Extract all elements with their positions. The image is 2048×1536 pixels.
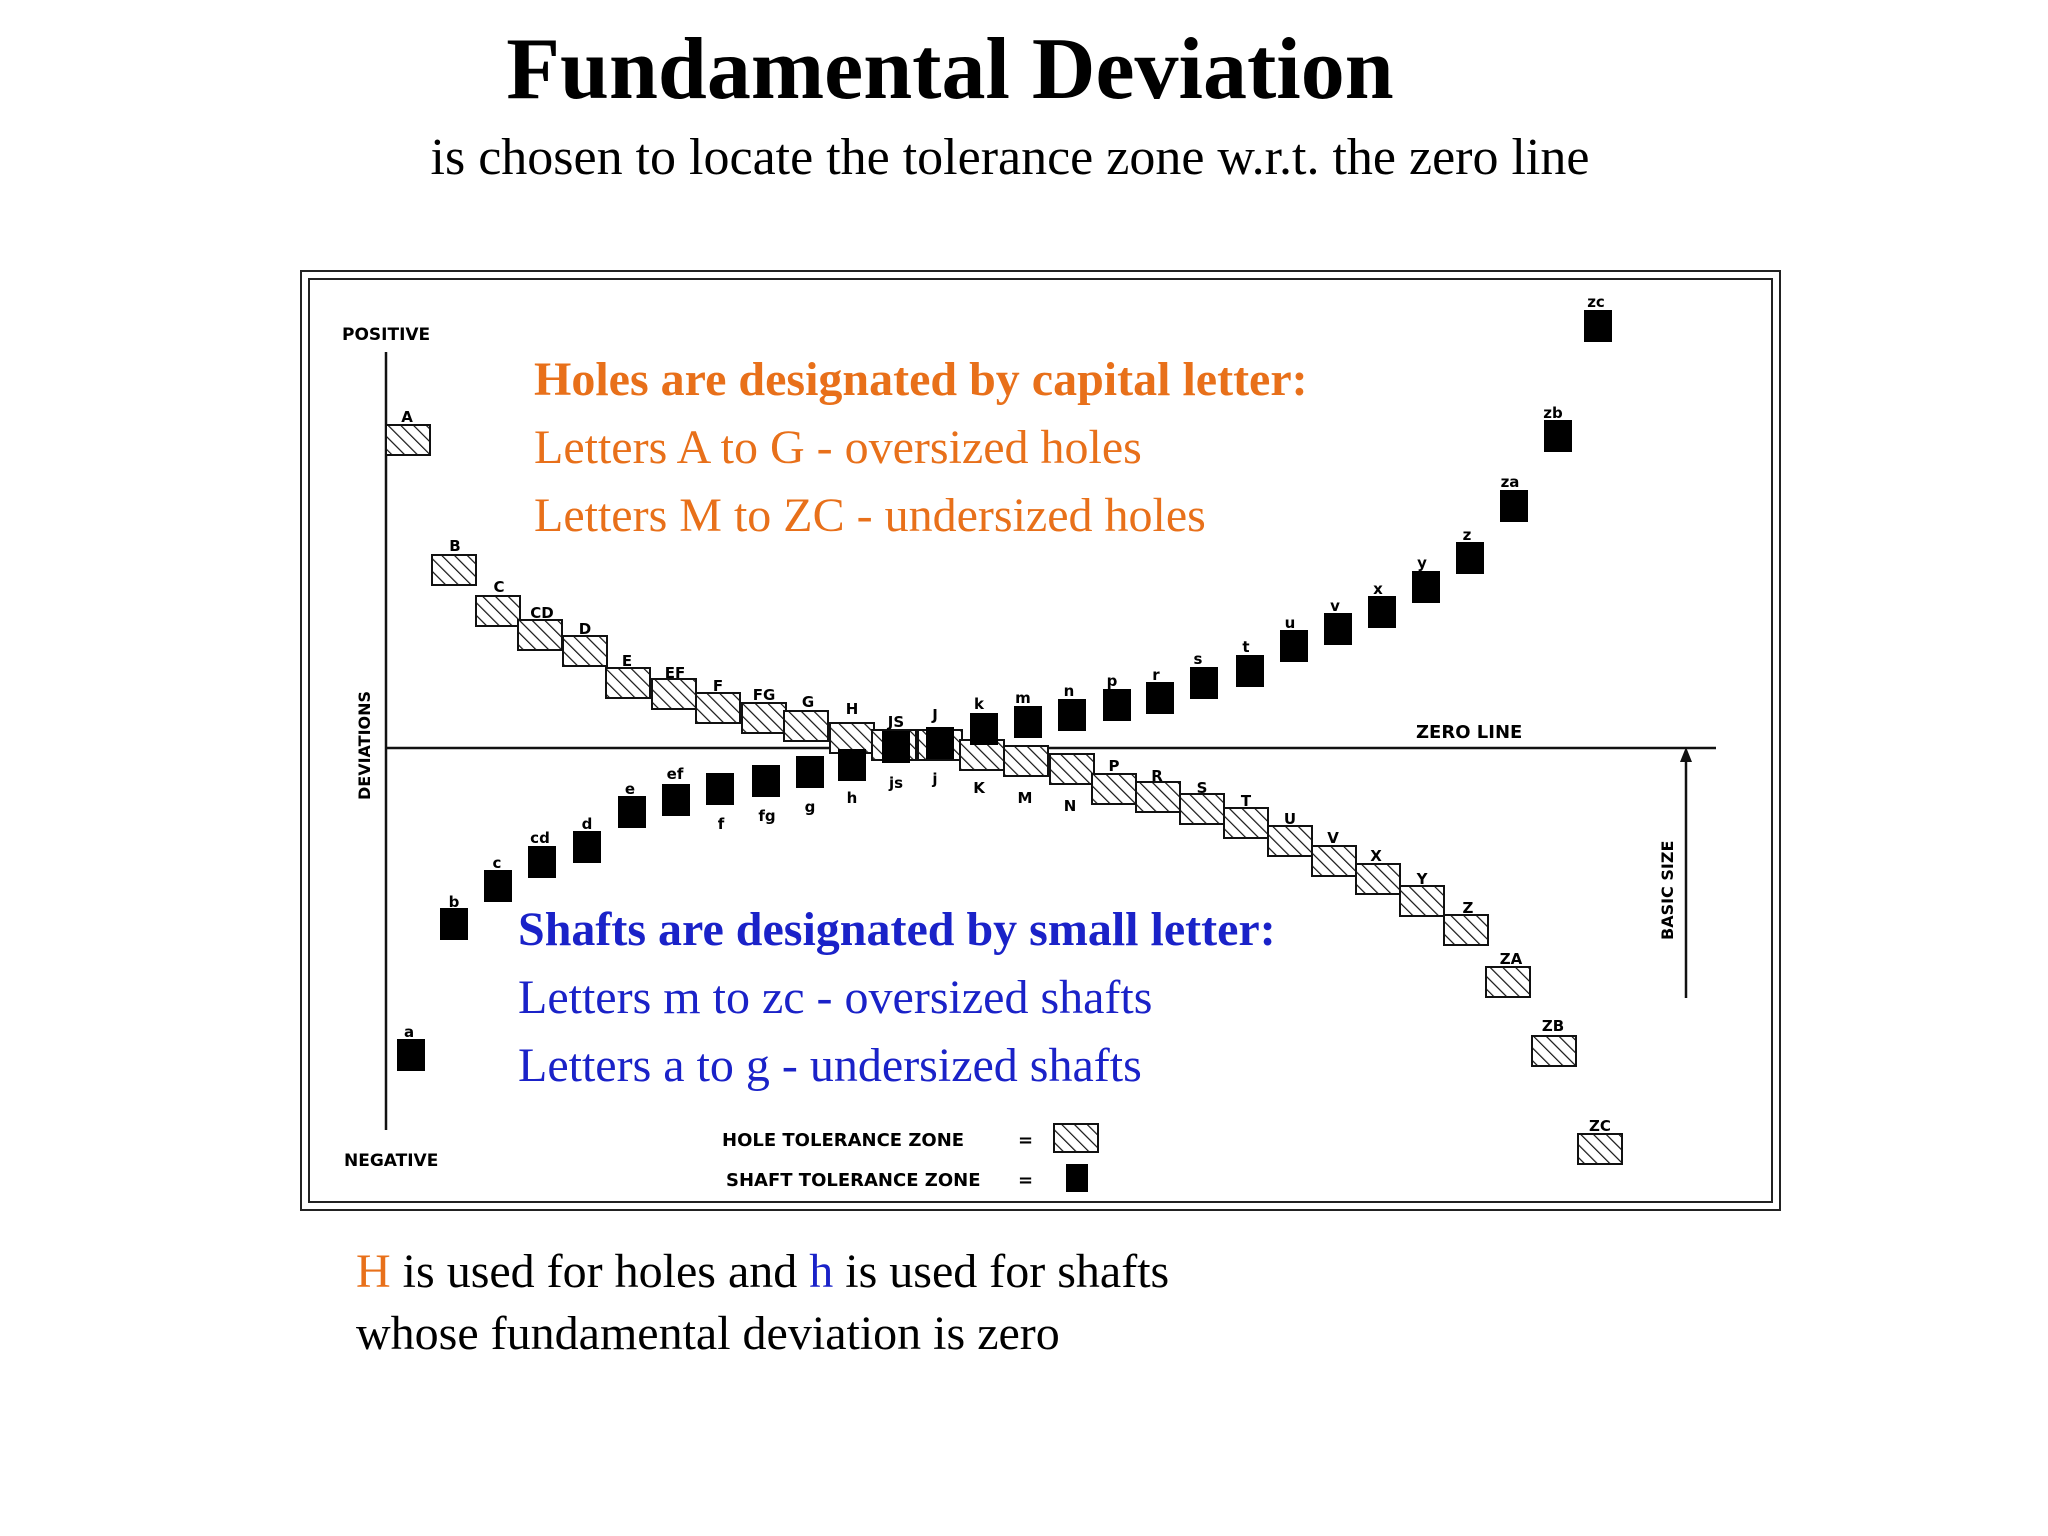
legend-hole-equals: =	[1018, 1130, 1034, 1151]
shaft-zone-fg	[752, 765, 780, 797]
footer-line1	[356, 1242, 1169, 1302]
page-subtitle: is chosen to locate the tolerance zone w.r.t. the zero line	[430, 129, 1590, 186]
shaft-zone-d	[573, 831, 601, 863]
hole-label-v: V	[1327, 829, 1339, 847]
hole-label-n: N	[1063, 797, 1077, 815]
hole-zone-e	[606, 668, 650, 698]
legend-hole-swatch	[1054, 1124, 1098, 1152]
hole-label-m: M	[1017, 789, 1033, 807]
hole-label-e: E	[621, 652, 633, 670]
shaft-zone-c	[484, 870, 512, 902]
deviations-label: DEVIATIONS	[355, 690, 374, 800]
hole-label-zc: ZC	[1589, 1117, 1611, 1135]
holes-note-line2: Letters M to ZC - undersized holes	[534, 489, 1206, 542]
shaft-zone-s	[1190, 667, 1218, 699]
shaft-zone-t	[1236, 655, 1264, 687]
shaft-label-zc: zc	[1587, 293, 1605, 311]
zero-line-label: ZERO LINE	[1416, 722, 1523, 743]
shaft-label-a: a	[403, 1023, 415, 1041]
footer-h-lower: h	[809, 1245, 834, 1298]
positive-label: POSITIVE	[342, 325, 431, 345]
shaft-zone-v	[1324, 613, 1352, 645]
hole-zone-a	[386, 425, 430, 455]
shaft-zone-h	[838, 749, 866, 781]
shaft-label-y: y	[1417, 554, 1427, 572]
shaft-label-f: f	[717, 815, 725, 833]
hole-zone-f	[696, 693, 740, 723]
shafts-note-heading: Shafts are designated by small letter:	[518, 903, 1276, 956]
hole-zone-zc	[1578, 1134, 1622, 1164]
shaft-zone-j	[926, 727, 954, 759]
shaft-zone-z	[1456, 542, 1484, 574]
hole-label-s: S	[1196, 779, 1208, 797]
shaft-label-zb: zb	[1543, 404, 1563, 422]
shaft-label-k: k	[974, 695, 984, 713]
shaft-label-fg: fg	[758, 807, 776, 825]
hole-zone-y	[1400, 886, 1444, 916]
hole-label-g: G	[801, 693, 815, 711]
shaft-zone-k	[970, 713, 998, 745]
shaft-zone-js	[882, 731, 910, 763]
hole-label-za: ZA	[1499, 950, 1523, 968]
shaft-label-t: t	[1242, 638, 1250, 656]
shaft-zone-p	[1103, 689, 1131, 721]
shaft-label-z: z	[1462, 526, 1472, 544]
hole-label-js: JS	[887, 713, 905, 731]
hole-label-k: K	[973, 779, 985, 797]
hole-label-c: C	[493, 578, 505, 596]
legend-shaft-swatch	[1066, 1164, 1088, 1192]
hole-label-z: Z	[1462, 899, 1474, 917]
shaft-zone-m	[1014, 706, 1042, 738]
hole-zone-s	[1180, 794, 1224, 824]
shafts-note-line1: Letters m to zc - oversized shafts	[518, 971, 1153, 1024]
shaft-label-g: g	[804, 798, 816, 816]
hole-label-f: F	[712, 677, 724, 695]
shaft-label-za: za	[1500, 473, 1520, 491]
shaft-label-d: d	[581, 815, 593, 833]
hole-label-y: Y	[1416, 870, 1428, 888]
hole-zone-fg	[742, 703, 786, 733]
hole-label-u: U	[1283, 810, 1297, 828]
hole-zone-m	[1004, 746, 1048, 776]
hole-label-h: H	[845, 700, 859, 718]
shaft-label-c: c	[492, 854, 502, 872]
hole-label-r: R	[1151, 767, 1163, 785]
shaft-zone-a	[397, 1039, 425, 1071]
shaft-zone-cd	[528, 846, 556, 878]
legend-hole-label: HOLE TOLERANCE ZONE	[722, 1130, 965, 1151]
shaft-zone-b	[440, 908, 468, 940]
shaft-label-v: v	[1330, 597, 1340, 615]
hole-zone-p	[1092, 774, 1136, 804]
shaft-zone-ef	[662, 784, 690, 816]
hole-zone-b	[432, 555, 476, 585]
hole-label-ef: EF	[664, 664, 686, 682]
shaft-label-e: e	[624, 780, 636, 798]
shaft-zone-zc	[1584, 310, 1612, 342]
shaft-zone-zb	[1544, 420, 1572, 452]
shaft-label-h: h	[846, 789, 858, 807]
hole-label-t: T	[1240, 792, 1252, 810]
hole-label-j: J	[932, 706, 938, 724]
footer-note	[356, 1242, 1169, 1364]
hole-zone-d	[563, 636, 607, 666]
holes-note	[534, 350, 1308, 546]
footer-text-1: is used for holes and	[390, 1245, 810, 1298]
legend-shaft-equals: =	[1018, 1170, 1034, 1191]
shaft-zone-f	[706, 773, 734, 805]
negative-label: NEGATIVE	[344, 1151, 439, 1171]
shaft-label-ef: ef	[666, 765, 684, 783]
shaft-label-p: p	[1106, 672, 1118, 690]
hole-label-b: B	[449, 537, 461, 555]
hole-zone-z	[1444, 915, 1488, 945]
shaft-label-j: j	[932, 770, 938, 788]
hole-label-a: A	[401, 408, 413, 426]
hole-zone-za	[1486, 967, 1530, 997]
shaft-label-x: x	[1373, 580, 1383, 598]
shaft-label-s: s	[1193, 650, 1203, 668]
hole-label-p: P	[1108, 757, 1120, 775]
page-title: Fundamental Deviation	[506, 21, 1394, 118]
hole-label-d: D	[578, 620, 592, 638]
hole-zone-u	[1268, 826, 1312, 856]
shafts-note	[518, 900, 1276, 1096]
shaft-label-n: n	[1063, 682, 1075, 700]
shaft-zone-r	[1146, 682, 1174, 714]
footer-text-2: is used for shafts	[833, 1245, 1170, 1298]
shaft-zone-y	[1412, 571, 1440, 603]
shafts-note-line2: Letters a to g - undersized shafts	[518, 1039, 1142, 1092]
shaft-zone-x	[1368, 596, 1396, 628]
shaft-label-m: m	[1015, 689, 1031, 707]
shaft-zone-u	[1280, 630, 1308, 662]
hole-zone-cd	[518, 620, 562, 650]
footer-h-upper: H	[356, 1245, 391, 1298]
holes-note-line1: Letters A to G - oversized holes	[534, 421, 1142, 474]
hole-zone-h	[830, 723, 874, 753]
shaft-label-r: r	[1152, 666, 1160, 684]
shaft-zone-n	[1058, 699, 1086, 731]
holes-note-heading: Holes are designated by capital letter:	[534, 353, 1308, 406]
shaft-zone-za	[1500, 490, 1528, 522]
hole-label-zb: ZB	[1541, 1017, 1565, 1035]
hole-label-cd: CD	[530, 604, 554, 622]
shaft-zone-g	[796, 756, 824, 788]
hole-zone-x	[1356, 864, 1400, 894]
legend-shaft-label: SHAFT TOLERANCE ZONE	[726, 1170, 981, 1191]
shaft-label-cd: cd	[530, 829, 550, 847]
hole-zone-n	[1050, 754, 1094, 784]
shaft-label-js: js	[888, 774, 904, 792]
shaft-zone-e	[618, 796, 646, 828]
hole-zone-ef	[652, 679, 696, 709]
hole-zone-r	[1136, 782, 1180, 812]
basic-size-label: BASIC SIZE	[1658, 840, 1677, 940]
hole-label-x: X	[1370, 847, 1382, 865]
hole-zone-g	[784, 711, 828, 741]
hole-zone-t	[1224, 808, 1268, 838]
shaft-label-b: b	[448, 893, 460, 911]
shaft-label-u: u	[1284, 614, 1296, 632]
hole-zone-c	[476, 596, 520, 626]
hole-label-fg: FG	[752, 686, 776, 704]
hole-zone-zb	[1532, 1036, 1576, 1066]
hole-zone-v	[1312, 846, 1356, 876]
footer-line2: whose fundamental deviation is zero	[356, 1307, 1060, 1360]
